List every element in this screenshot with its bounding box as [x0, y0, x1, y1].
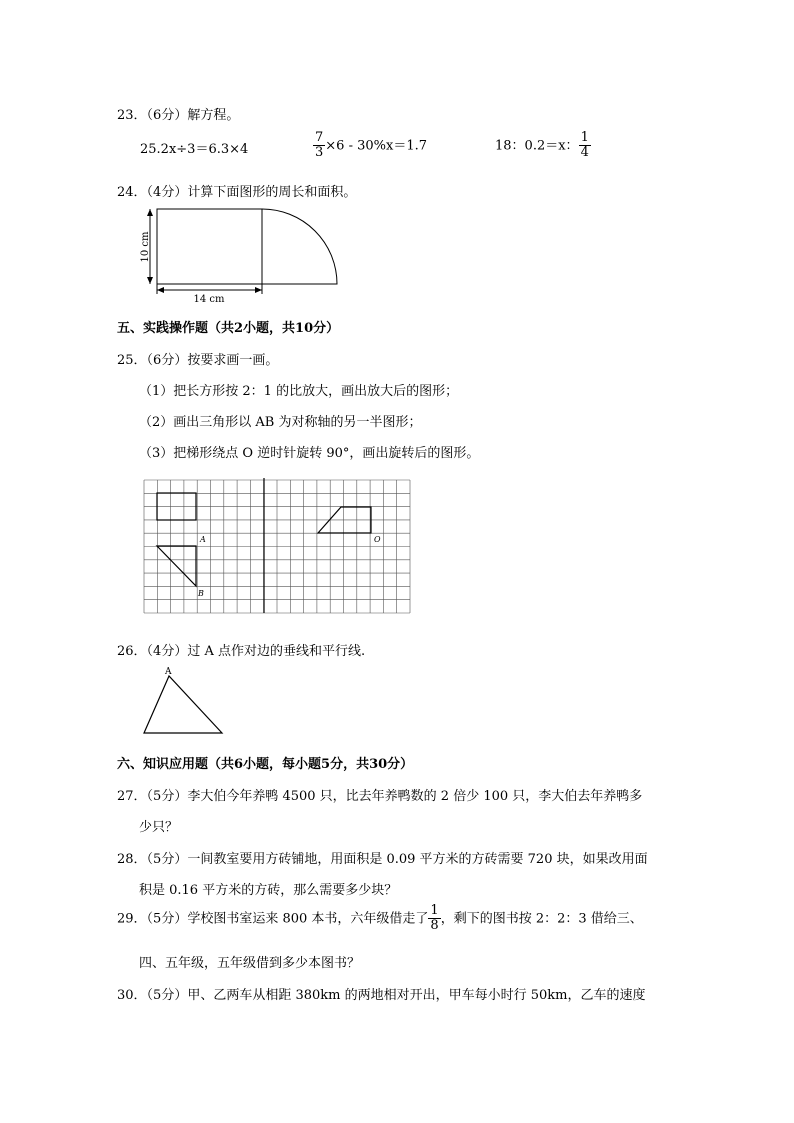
q24-arrow-right: [255, 287, 262, 293]
q25-sub2: （2）画出三角形以 AB 为对称轴的另一半图形；: [139, 415, 422, 430]
q23-equation-1: 25.2x÷3＝6.3×4: [140, 142, 249, 157]
q27-line1: 27．（5分）李大伯今年养鸭 4500 只，比去年养鸭数的 2 倍少 100 只，李大伯去年养鸭多: [117, 789, 643, 804]
q23-stem: 23．（6分）解方程。: [117, 108, 240, 123]
q23-equation-2: $\frac{7}{3}$ ×6 - 30%x＝1.7: [315, 130, 428, 161]
q25-sub3: （3）把梯形绕点 O 逆时针旋转 90°，画出旋转后的图形。: [139, 446, 480, 461]
q29-fraction: $\frac{1}{8}$: [430, 903, 439, 934]
q29-line1: 29．（5分）学校图书室运来 800 本书，六年级借走了 $\frac{1}{8}$ ，剩下的图书按 2：2：3 借给三、: [117, 903, 643, 934]
q26-triangle-figure: [136, 665, 231, 740]
q23-eq3-fraction: $\frac{1}{4}$: [580, 130, 589, 161]
q28-line1: 28．（5分）一间教室要用方砖铺地，用面积是 0.09 平方米的方砖需要 720 块，如果改用面: [117, 852, 648, 867]
q24-arrow-left: [157, 287, 164, 293]
q25-label-o: O: [374, 535, 381, 544]
q24-figure: [137, 203, 342, 305]
q29-line2: 四、五年级，五年级借到多少本图书？: [139, 956, 361, 971]
q25-grid-figure: [140, 476, 420, 618]
q24-width-label: 14 cm: [193, 294, 225, 305]
q30-line1: 30．（5分）甲、乙两车从相距 380km 的两地相对开出，甲车每小时行 50km，乙车的速度: [117, 988, 646, 1003]
q23-eq2-fraction: $\frac{7}{3}$: [315, 130, 324, 161]
q28-line2: 积是 0.16 平方米的方砖，那么需要多少块？: [139, 883, 398, 898]
q25-sub1: （1）把长方形按 2：1 的比放大，画出放大后的图形；: [139, 384, 459, 399]
q24-quarter-arc: [262, 209, 337, 284]
q25-label-b: B: [198, 589, 204, 598]
q23-equation-3: 18：0.2＝x： $\frac{1}{4}$: [495, 130, 589, 161]
q26-label-a: A: [165, 667, 172, 677]
section-6-title: 六、知识应用题（共6小题，每小题5分，共30分）: [117, 757, 414, 772]
q27-line2: 少只？: [139, 820, 179, 835]
section-5-title: 五、实践操作题（共2小题，共10分）: [117, 321, 340, 336]
q26-stem: 26．（4分）过 A 点作对边的垂线和平行线.: [117, 644, 366, 659]
q25-label-a: A: [200, 535, 206, 544]
q24-stem: 24．（4分）计算下面图形的周长和面积。: [117, 185, 357, 200]
q26-triangle: [144, 676, 222, 733]
q24-height-label: 10 cm: [140, 231, 151, 263]
q25-stem: 25．（6分）按要求画一画。: [117, 353, 279, 368]
q24-arrow-down: [147, 277, 153, 284]
q25-triangle: [157, 546, 196, 586]
q24-rectangle: [157, 209, 262, 284]
q24-arrow-up: [147, 209, 153, 216]
